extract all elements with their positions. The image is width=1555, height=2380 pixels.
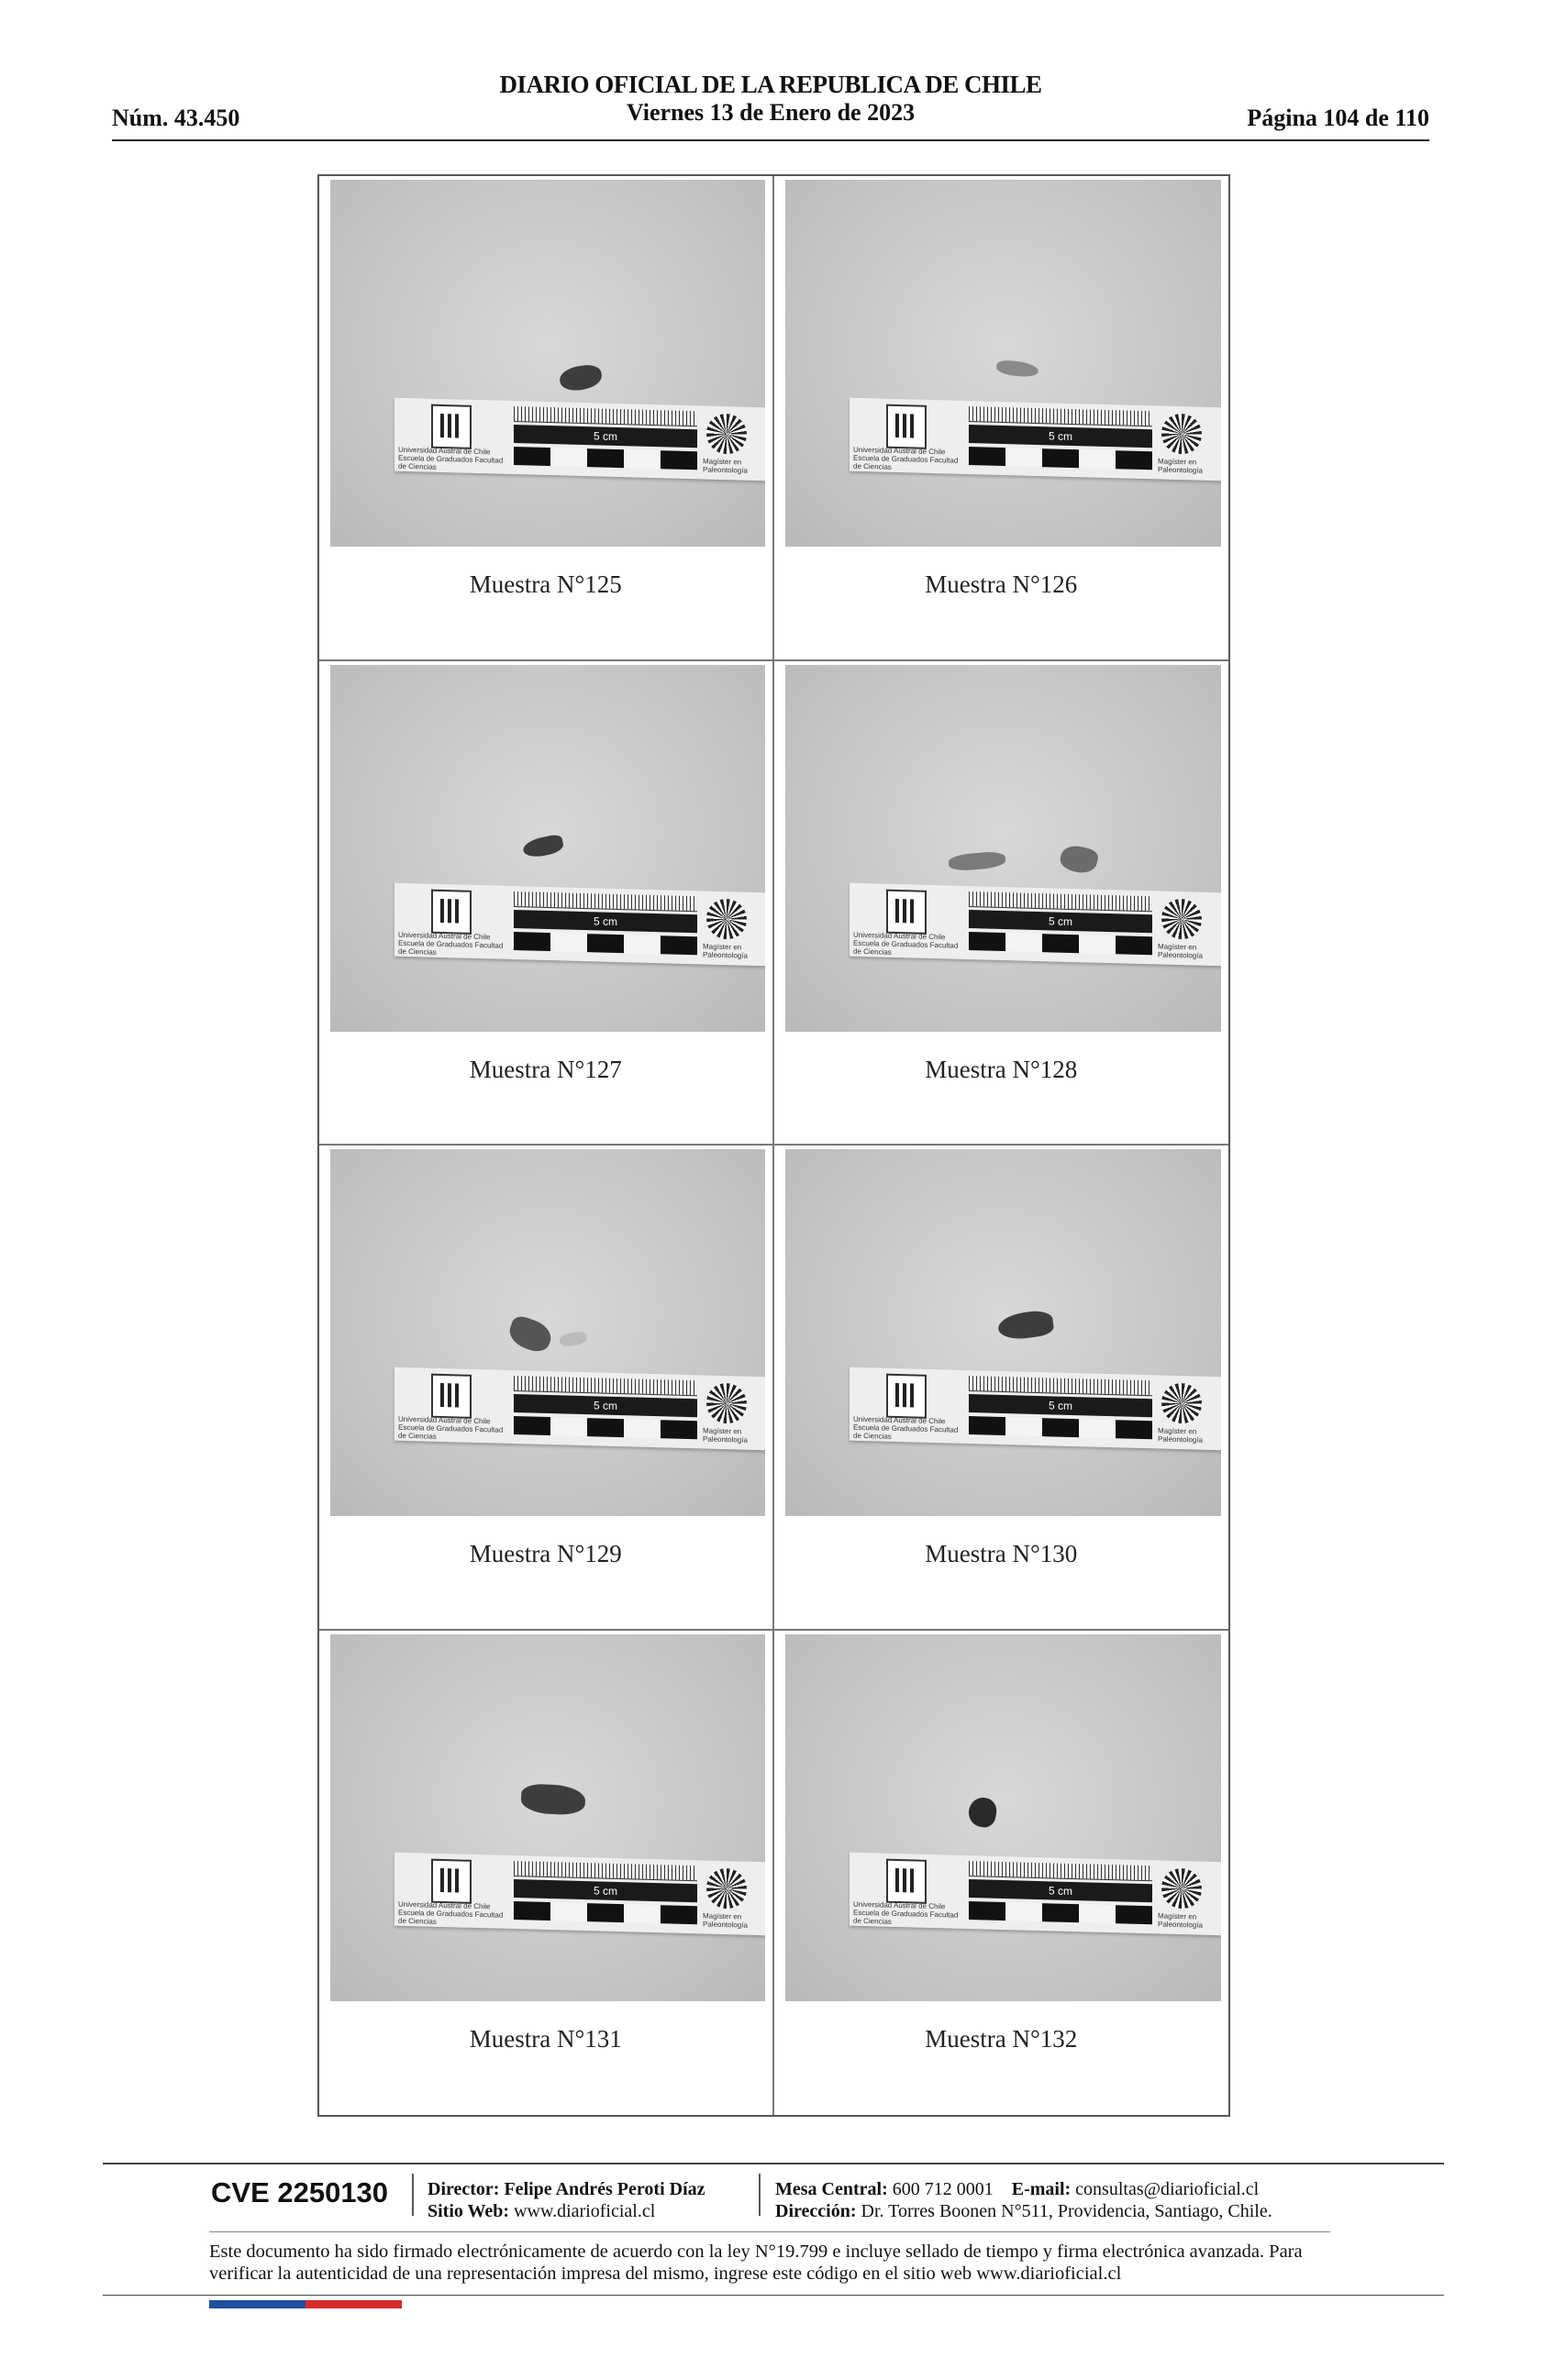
director-name: Felipe Andrés Peroti Díaz xyxy=(504,2179,705,2199)
checker-bar xyxy=(514,1416,697,1439)
university-logo-icon xyxy=(886,1858,927,1903)
sample-photo xyxy=(785,180,1222,547)
signature-notice: Este documento ha sido firmado electrónicamente de acuerdo con la ley N°19.799 e incluye sellado de tiempo y firma electrónica avanzada. Para verificar la autenticidad de una representación impresa del mismo, ingrese este código en el sitio web www.diarioficial.cl xyxy=(209,2242,1303,2284)
specimen xyxy=(1058,842,1100,876)
sample-caption: Muestra N°132 xyxy=(925,2024,1078,2053)
institution-label: Universidad Austral de Chile Escuela de Graduados Facultad de Ciencias xyxy=(398,1899,504,1926)
checker-bar xyxy=(514,932,697,955)
specimen xyxy=(966,1795,998,1829)
scale-label: 5 cm xyxy=(514,425,697,448)
specimen xyxy=(558,363,603,393)
sample-cell xyxy=(319,1146,774,1631)
address-text: Dr. Torres Boonen N°511, Providencia, Santiago, Chile. xyxy=(861,2201,1272,2221)
ruler-ticks xyxy=(514,406,697,426)
program-label: Magíster en Paleontología xyxy=(703,1426,748,1445)
page-header xyxy=(112,70,1429,141)
checker-bar xyxy=(514,1901,697,1924)
scale-label: 5 cm xyxy=(969,425,1152,448)
institution-label: Universidad Austral de Chile Escuela de Graduados Facultad de Ciencias xyxy=(852,1899,958,1926)
specimen xyxy=(521,833,564,859)
ruler-ticks xyxy=(514,891,697,912)
cve-code: CVE 2250130 xyxy=(211,2176,389,2208)
program-label: Magíster en Paleontología xyxy=(703,1910,748,1930)
scale-bar xyxy=(394,882,765,966)
issue-date: Viernes 13 de Enero de 2023 xyxy=(626,99,916,126)
masthead xyxy=(112,70,1429,127)
scale-bar xyxy=(394,398,765,482)
program-label: Magíster en Paleontología xyxy=(1157,941,1203,960)
ruler-ticks xyxy=(514,1861,697,1881)
checker-bar xyxy=(969,1416,1152,1439)
contact-info xyxy=(775,2178,1272,2222)
sample-cell xyxy=(319,1631,774,2116)
checker-bar xyxy=(969,1901,1152,1924)
university-logo-icon xyxy=(886,404,927,449)
specimen xyxy=(948,850,1005,871)
sample-photo xyxy=(785,665,1222,1032)
university-logo-icon xyxy=(886,889,927,934)
sample-cell xyxy=(774,176,1229,661)
sample-caption: Muestra N°128 xyxy=(925,1055,1078,1083)
director-info xyxy=(428,2178,705,2222)
email-link[interactable]: consultas@diarioficial.cl xyxy=(1075,2179,1260,2199)
university-logo-icon xyxy=(431,1374,472,1419)
sample-cell xyxy=(774,1631,1229,2116)
specimen xyxy=(995,360,1039,379)
flag-red-segment xyxy=(305,2300,402,2308)
institution-label: Universidad Austral de Chile Escuela de Graduados Facultad de Ciencias xyxy=(398,445,504,471)
sample-photo xyxy=(330,180,765,547)
scale-bar xyxy=(850,1367,1222,1451)
scale-label: 5 cm xyxy=(514,910,697,933)
sample-caption: Muestra N°129 xyxy=(469,1540,622,1567)
scale-label: 5 cm xyxy=(969,1879,1152,1902)
flag-blue-segment xyxy=(209,2300,305,2308)
shell-logo-icon xyxy=(706,414,747,455)
program-label: Magíster en Paleontología xyxy=(1157,1910,1203,1930)
scale-label: 5 cm xyxy=(514,1394,697,1417)
footer-divider xyxy=(103,2163,1444,2164)
program-label: Magíster en Paleontología xyxy=(1157,457,1203,475)
institution-label: Universidad Austral de Chile Escuela de Graduados Facultad de Ciencias xyxy=(852,930,958,957)
specimen xyxy=(520,1783,586,1816)
sample-photo xyxy=(785,1149,1222,1516)
footer-separator xyxy=(412,2174,414,2216)
shell-logo-icon xyxy=(706,1867,747,1909)
phone-label: Mesa Central: xyxy=(775,2179,888,2199)
scale-bar xyxy=(850,398,1222,482)
sample-photo xyxy=(785,1634,1222,2001)
sample-photo xyxy=(330,1634,765,2001)
scale-label: 5 cm xyxy=(969,910,1152,933)
ruler-ticks xyxy=(969,1376,1152,1396)
footer-divider xyxy=(209,2231,1330,2232)
institution-label: Universidad Austral de Chile Escuela de Graduados Facultad de Ciencias xyxy=(852,445,958,471)
institution-label: Universidad Austral de Chile Escuela de Graduados Facultad de Ciencias xyxy=(398,930,504,957)
ruler-ticks xyxy=(969,406,1152,426)
university-logo-icon xyxy=(431,889,472,934)
scale-bar xyxy=(394,1852,765,1935)
university-logo-icon xyxy=(886,1374,927,1419)
university-logo-icon xyxy=(431,404,472,449)
shell-logo-icon xyxy=(1161,414,1202,455)
program-label: Magíster en Paleontología xyxy=(703,457,748,475)
shell-logo-icon xyxy=(706,1383,747,1424)
shell-logo-icon xyxy=(706,898,747,939)
program-label: Magíster en Paleontología xyxy=(703,941,748,960)
scale-label: 5 cm xyxy=(514,1879,697,1902)
address-label: Dirección: xyxy=(775,2201,857,2221)
scale-bar xyxy=(394,1367,765,1451)
sample-caption: Muestra N°131 xyxy=(469,2024,622,2053)
scale-bar xyxy=(850,1852,1222,1935)
sample-cell xyxy=(774,1146,1229,1631)
website-link[interactable]: www.diarioficial.cl xyxy=(514,2201,656,2221)
specimen xyxy=(559,1331,588,1348)
ruler-ticks xyxy=(514,1376,697,1396)
scale-label: 5 cm xyxy=(969,1394,1152,1417)
sample-caption: Muestra N°130 xyxy=(925,1540,1078,1567)
sample-cell xyxy=(319,176,774,661)
shell-logo-icon xyxy=(1161,898,1202,939)
scale-bar xyxy=(850,882,1222,966)
footer-separator xyxy=(759,2174,761,2216)
checker-bar xyxy=(969,932,1152,955)
sample-photo xyxy=(330,1149,765,1516)
sample-caption: Muestra N°125 xyxy=(469,570,622,598)
sample-caption: Muestra N°126 xyxy=(925,570,1078,598)
program-label: Magíster en Paleontología xyxy=(1157,1426,1203,1445)
specimen xyxy=(505,1313,555,1356)
shell-logo-icon xyxy=(1161,1383,1202,1424)
university-logo-icon xyxy=(431,1858,472,1903)
flag-stripe xyxy=(209,2300,402,2308)
website-label: Sitio Web: xyxy=(428,2201,510,2221)
sample-photo xyxy=(330,665,765,1032)
newspaper-title: DIARIO OFICIAL DE LA REPUBLICA DE CHILE xyxy=(499,71,1042,98)
ruler-ticks xyxy=(969,1861,1152,1881)
institution-label: Universidad Austral de Chile Escuela de Graduados Facultad de Ciencias xyxy=(398,1414,504,1441)
footer-divider xyxy=(103,2295,1444,2296)
phone-number: 600 712 0001 xyxy=(892,2179,994,2199)
issue-number: Núm. 43.450 xyxy=(112,105,240,131)
page-number: Página 104 de 110 xyxy=(1247,105,1429,131)
specimen xyxy=(996,1309,1054,1342)
sample-cell xyxy=(319,661,774,1146)
shell-logo-icon xyxy=(1161,1867,1202,1909)
checker-bar xyxy=(969,447,1152,470)
institution-label: Universidad Austral de Chile Escuela de Graduados Facultad de Ciencias xyxy=(852,1414,958,1441)
sample-caption: Muestra N°127 xyxy=(469,1055,622,1083)
sample-cell xyxy=(774,661,1229,1146)
email-label: E-mail: xyxy=(1011,2179,1072,2199)
ruler-ticks xyxy=(969,891,1152,912)
checker-bar xyxy=(514,447,697,470)
sample-photo-grid xyxy=(317,174,1230,2117)
director-label: Director: xyxy=(428,2179,500,2199)
